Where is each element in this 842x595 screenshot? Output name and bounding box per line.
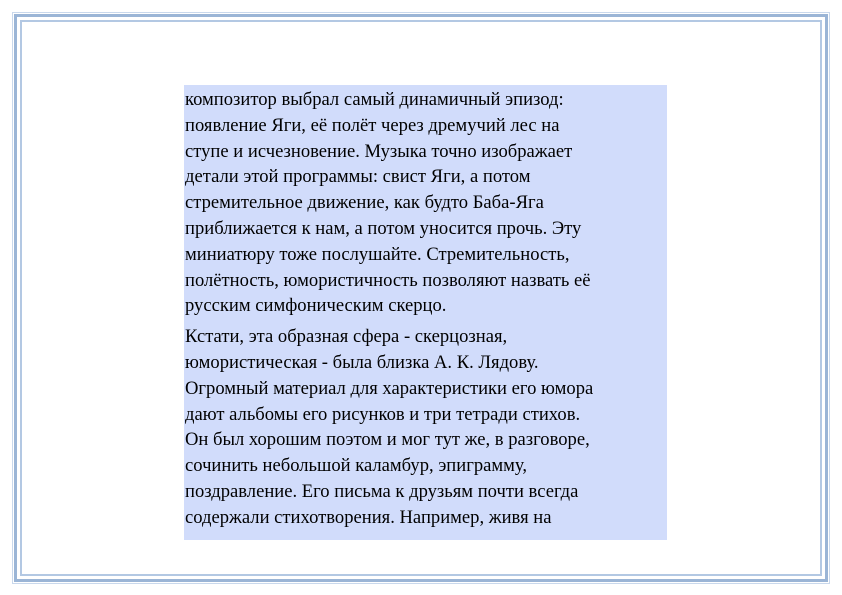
paragraph-1: композитор выбрал самый динамичный эпизод: появление Яги, её полёт через дремучий лес на ступе и исчезновение. Музыка точно изображает детали этой программы: свист Яги, а потом стремительное движение, как будто Баба-Яга приближается к нам, а потом уносится прочь. Эту миниатюру тоже послушайте. Стремительность, полётность, юмористичность позволяют назвать её русским симфоническим скерцо. (185, 89, 591, 317)
text-box (184, 85, 667, 540)
paragraph-2: Кстати, эта образная сфера - скерцозная, юмористическая - была близка А. К. Лядову. Огромный материал для характеристики его юмора дают альбомы его рисунков и три тетради стихов. Он был хорошим поэтом и мог тут же, в разговоре, сочинить небольшой каламбур, эпиграмму, поздравление. Его письма к друзьям почти всегда содержали стихотворения. Например, живя на (185, 326, 594, 528)
